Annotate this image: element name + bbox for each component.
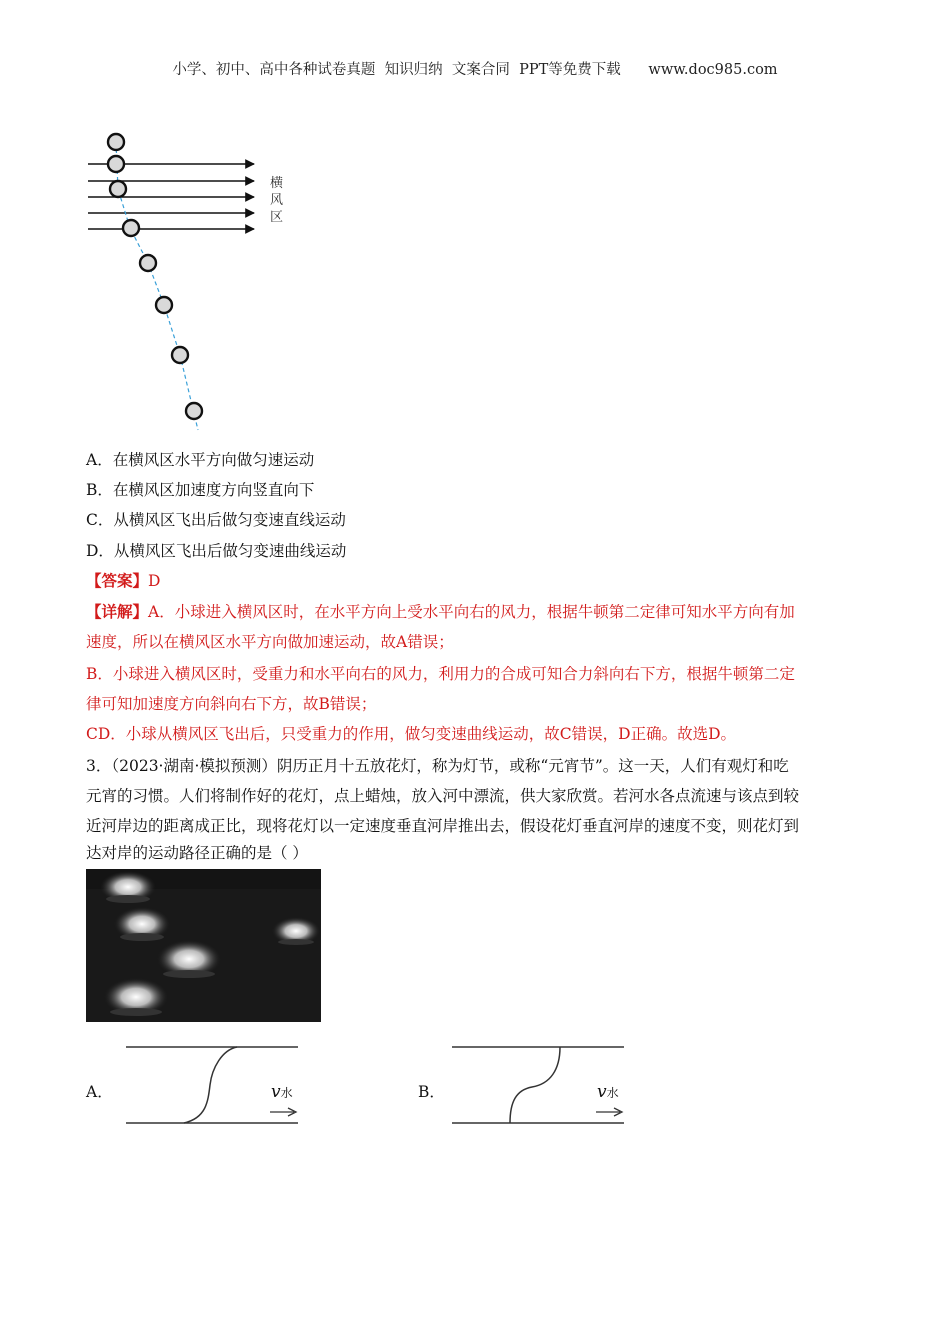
ball [123, 220, 139, 236]
answer-value: D [148, 572, 161, 590]
q2-detail-line-5: CD．小球从横风区飞出后，只受重力的作用，做匀变速曲线运动，故C错误，D正确。故选D。 [86, 725, 737, 743]
q2-option-c: C．从横风区飞出后做匀变速直线运动 [86, 511, 346, 529]
q3-option-a-velocity [271, 1082, 293, 1102]
ball [108, 156, 124, 172]
q2-option-d: D．从横风区飞出后做匀变速曲线运动 [86, 542, 347, 560]
q3-line-3: 近河岸边的距离成正比，现将花灯以一定速度垂直河岸推出去，假设花灯垂直河岸的速度不变，则花灯到 [86, 817, 800, 835]
q2-option-b: B．在横风区加速度方向竖直向下 [86, 481, 315, 499]
detail-text: A．小球进入横风区时，在水平方向上受水平向右的风力，根据牛顿第二定律可知水平方向有加 [148, 603, 795, 621]
q3-line-2: 元宵的习惯。人们将制作好的花灯，点上蜡烛，放入河中漂流，供大家欣赏。若河水各点流速与该点到较 [86, 787, 800, 805]
crosswind-label-2: 风 [270, 193, 284, 208]
lantern-3 [272, 917, 320, 945]
q2-detail-line-3: B．小球进入横风区时，受重力和水平向右的风力，利用力的合成可知合力斜向右下方，根据牛顿第二定 [86, 665, 795, 683]
crosswind-label-3: 区 [270, 210, 284, 225]
ball [172, 347, 188, 363]
balls [108, 134, 202, 419]
q2-detail-line-1 [86, 602, 795, 622]
page-header: 小学、初中、高中各种试卷真题 知识归纳 文案合同 PPT等免费下载 www.doc985.com [172, 62, 778, 78]
q3-option-b-label: B． [418, 1083, 445, 1101]
velocity-symbol: v [597, 1082, 607, 1102]
q3-line-1: 3．（2023·湖南·模拟预测）阴历正月十五放花灯，称为灯节，或称“元宵节”。这一天，人们有观灯和吃 [86, 757, 789, 775]
ball [108, 134, 124, 150]
velocity-symbol: v [271, 1082, 281, 1102]
ball [186, 403, 202, 419]
velocity-subscript: 水 [606, 1086, 619, 1100]
q3-line-4: 达对岸的运动路径正确的是（ ） [86, 844, 308, 862]
q2-detail-line-4: 律可知加速度方向斜向右下方，故B错误； [86, 695, 377, 713]
crosswind-label-1: 横 [270, 176, 284, 191]
q2-answer [86, 571, 160, 591]
lantern-1 [100, 871, 156, 903]
ball [110, 181, 126, 197]
lantern-4 [157, 940, 221, 978]
lantern-5 [104, 978, 168, 1016]
ball [140, 255, 156, 271]
detail-bracket: 【详解】 [86, 602, 149, 621]
lantern-photo [86, 869, 321, 1022]
lantern-path [184, 1047, 237, 1123]
lantern-path [510, 1047, 560, 1123]
q2-detail-line-2: 速度，所以在横风区水平方向做加速运动，故A错误； [86, 633, 454, 651]
q3-option-a-label: A． [86, 1083, 113, 1101]
answer-bracket: 【答案】 [86, 571, 149, 590]
ball [156, 297, 172, 313]
trajectory-dashed-line [116, 142, 198, 430]
lantern-2 [114, 907, 170, 941]
q2-option-a: A．在横风区水平方向做匀速运动 [86, 451, 315, 469]
velocity-subscript: 水 [280, 1086, 293, 1100]
q3-option-b-velocity [597, 1082, 619, 1102]
